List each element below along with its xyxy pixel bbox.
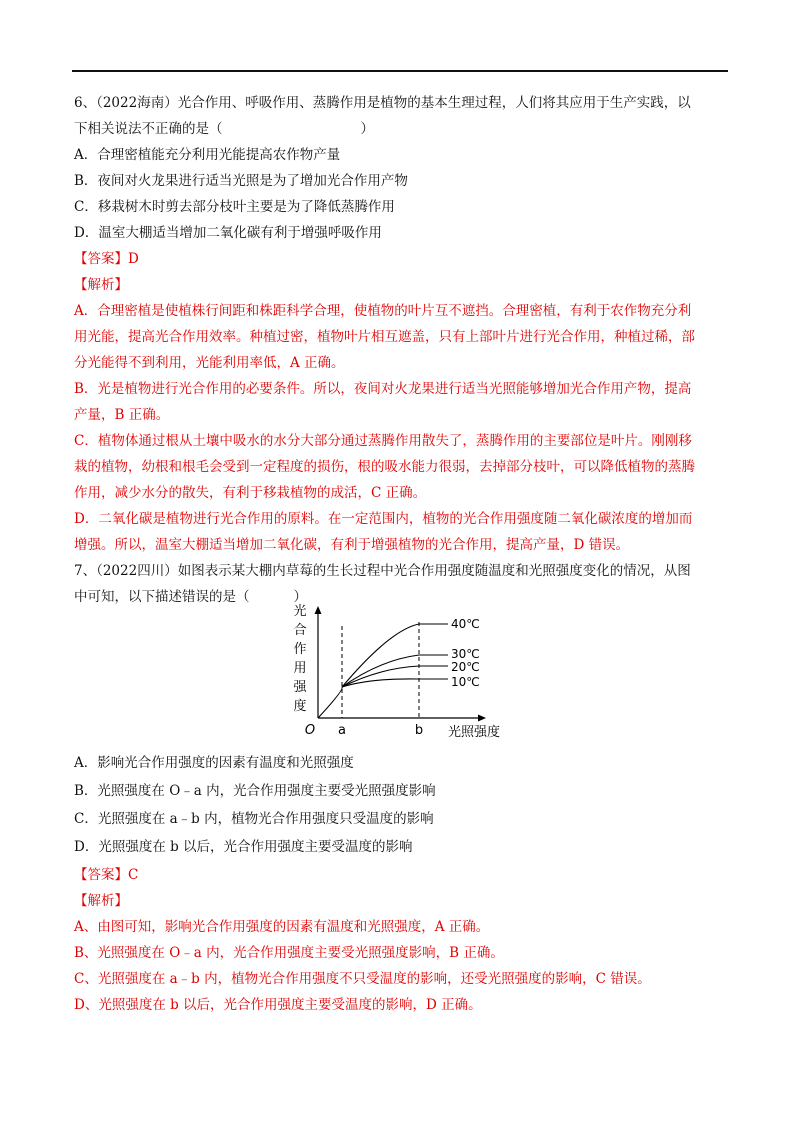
q7-analysis-label: 【解析】: [74, 893, 128, 909]
y-axis-label-char: 合: [293, 623, 307, 638]
q6-answer-value: D: [128, 251, 139, 267]
q6-analysis-line: A．合理密植是使植株行间距和株距科学合理，使植物的叶片互不遮挡。合理密植，有利于农作物充分利: [74, 303, 692, 319]
y-axis-label: [293, 603, 307, 714]
q6-analysis-line: 栽的植物，幼根和根毛会受到一定程度的损伤，根的吸水能力很弱，去掉部分枝叶，可以降低植物的蒸腾: [74, 459, 695, 475]
q6-option-b: B．夜间对火龙果进行适当光照是为了增加光合作用产物: [74, 173, 408, 189]
q6-analysis-line: 作用，减少水分的散失，有利于移栽植物的成活，C 正确。: [74, 485, 427, 501]
q6-stem-close: ）: [360, 121, 374, 137]
header-rule: [72, 70, 728, 72]
q7-answer-value: C: [128, 867, 139, 883]
q7-option-a: A．影响光合作用强度的因素有温度和光照强度: [74, 755, 354, 771]
q6-answer-label: 【答案】: [74, 251, 128, 267]
q6-answer: [74, 250, 139, 268]
y-axis-arrow: [315, 606, 322, 614]
q7-answer-label: 【答案】: [74, 867, 128, 883]
q7-analysis-line: A、由图可知，影响光合作用强度的因素有温度和光照强度，A 正确。: [74, 919, 490, 935]
q7-analysis-line: D、光照强度在 b 以后，光合作用强度主要受温度的影响，D 正确。: [74, 997, 482, 1013]
q7-option-b: B．光照强度在 O﹣a 内，光合作用强度主要受光照强度影响: [74, 783, 436, 799]
q6-stem-line1: 6、（2022海南）光合作用、呼吸作用、蒸腾作用是植物的基本生理过程，人们将其应用于生产实践，以: [74, 95, 691, 111]
q6-option-c: C．移栽树木时剪去部分枝叶主要是为了降低蒸腾作用: [74, 199, 395, 215]
q6-option-a: A．合理密植能充分利用光能提高农作物产量: [74, 147, 341, 163]
q7-stem-line1: 7、（2022四川）如图表示某大棚内草莓的生长过程中光合作用强度随温度和光照强度变化的情况，从图: [74, 563, 691, 579]
origin-label: O: [304, 723, 316, 738]
curve-label-40c: 40℃: [451, 617, 480, 631]
q6-analysis-line: 产量，B 正确。: [74, 407, 170, 423]
q6-stem-text: 下相关说法不正确的是（: [74, 121, 223, 137]
curve-label-10c: 10℃: [451, 675, 480, 689]
y-axis-label-char: 度: [293, 699, 307, 714]
curve-label-30c: 30℃: [451, 647, 480, 661]
q6-option-d: D．温室大棚适当增加二氧化碳有利于增强呼吸作用: [74, 225, 382, 241]
q6-analysis-line: 分光能得不到利用，光能利用率低，A 正确。: [74, 355, 345, 371]
q7-stem-text: 中可知，以下描述错误的是（: [74, 589, 250, 605]
y-axis-label-char: 作: [293, 642, 307, 657]
q7-answer: [74, 866, 138, 884]
q6-analysis-line: C．植物体通过根从土壤中吸水的水分大部分通过蒸腾作用散失了，蒸腾作用的主要部位是叶片。刚刚移: [74, 433, 692, 449]
y-axis-label-char: 光: [293, 604, 307, 619]
tick-label-a: a: [338, 723, 346, 738]
q7-option-d: D．光照强度在 b 以后，光合作用强度主要受温度的影响: [74, 839, 413, 855]
y-axis-label-char: 用: [293, 661, 307, 676]
q7-stem-close: ）: [293, 589, 307, 605]
q6-analysis-label: 【解析】: [74, 277, 128, 293]
q7-analysis-line: C、光照强度在 a﹣b 内，植物光合作用强度不只受温度的影响，还受光照强度的影响，C 错误。: [74, 971, 651, 987]
q6-analysis-line: D．二氧化碳是植物进行光合作用的原料。在一定范围内，植物的光合作用强度随二氧化碳浓度的增加而: [74, 511, 693, 527]
curve-label-20c: 20℃: [451, 660, 480, 674]
q6-analysis-line: B．光是植物进行光合作用的必要条件。所以，夜间对火龙果进行适当光照能够增加光合作用产物，提高: [74, 381, 692, 397]
tick-label-b: b: [414, 723, 424, 738]
y-axis-label-char: 强: [293, 680, 307, 695]
x-axis-arrow: [478, 715, 486, 722]
q7-stem-line2: [74, 588, 307, 606]
q6-analysis-line: 增强。所以，温室大棚适当增加二氧化碳，有利于增强植物的光合作用，提高产量，D 错误。: [74, 537, 630, 553]
q7-analysis-line: B、光照强度在 O﹣a 内，光合作用强度主要受光照强度影响，B 正确。: [74, 945, 504, 961]
curve-30c: [342, 655, 448, 687]
x-axis-label: 光照强度: [448, 725, 501, 740]
q6-stem-line2: [74, 120, 374, 138]
q6-analysis-line: 用光能，提高光合作用效率。种植过密，植物叶片相互遮盖，只有上部叶片进行光合作用，种植过稀，部: [74, 329, 695, 345]
photosynthesis-graph: [280, 600, 520, 745]
q7-option-c: C．光照强度在 a﹣b 内，植物光合作用强度只受温度的影响: [74, 811, 434, 827]
